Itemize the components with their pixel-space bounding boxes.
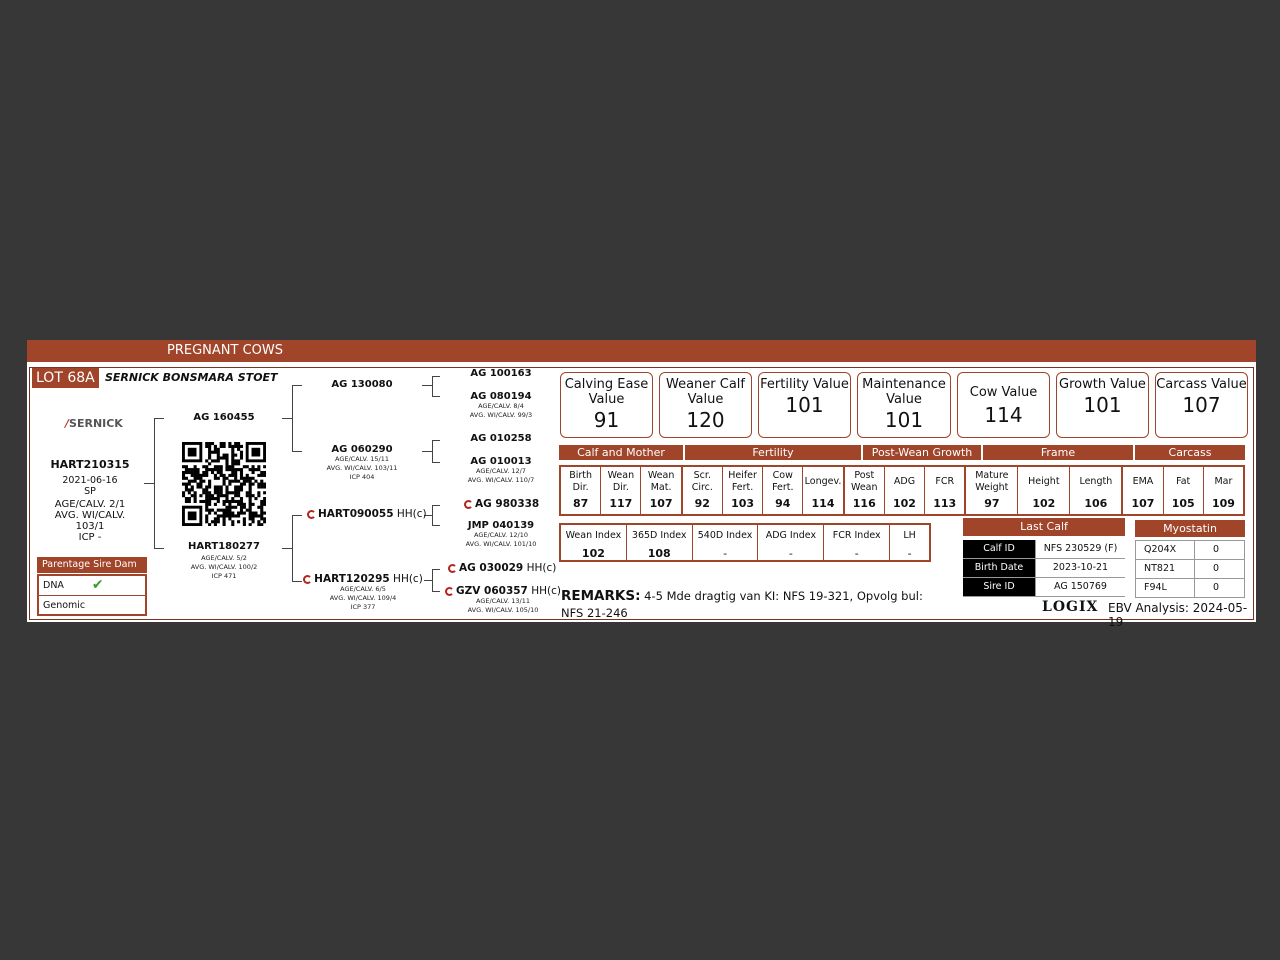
value-box-cow: Cow Value 114 (957, 372, 1050, 438)
ebv-length: Length 106 (1070, 467, 1123, 514)
registered-icon (448, 564, 457, 573)
index-365d: 365D Index 108 (627, 525, 693, 560)
value-box-weaner-calf: Weaner Calf Value 120 (659, 372, 752, 438)
qr-code[interactable] (182, 442, 266, 530)
ebv-fcr: FCR 113 (925, 467, 966, 514)
registered-icon (464, 500, 473, 509)
ebv-table (559, 465, 1245, 516)
parentage-row-genomic: Genomic (43, 600, 86, 611)
banner-title: PREGNANT COWS (167, 343, 283, 358)
remarks: REMARKS: 4-5 Mde dragtig van KI: NFS 19-321, Opvolg bul: NFS 21-246 (561, 588, 923, 620)
animal-id: HART210315 (50, 458, 130, 471)
animal-info (40, 458, 140, 543)
pedigree-ds: HART090055 HH(c) (307, 508, 427, 520)
parentage-table (37, 574, 147, 616)
ebv-fat: Fat 105 (1164, 467, 1204, 514)
value-box-growth: Growth Value 101 (1056, 372, 1149, 438)
ebv-longev: Longev. 114 (803, 467, 844, 514)
index-adg: ADG Index - (758, 525, 824, 560)
animal-dob: 2021-06-16 (62, 475, 118, 486)
myostatin-header: Myostatin (1135, 520, 1245, 537)
lot-number: LOT 68A (32, 368, 99, 388)
myostatin-row: NT821 0 (1135, 560, 1245, 579)
last-calf-row: Birth Date 2023-10-21 (963, 559, 1125, 578)
index-540d: 540D Index - (693, 525, 759, 560)
index-wean: Wean Index 102 (561, 525, 627, 560)
index-fcr: FCR Index - (824, 525, 890, 560)
myostatin-row: Q204X 0 (1135, 540, 1245, 560)
group-header-calf-mother: Calf and Mother (559, 445, 683, 460)
pedigree-dsd: JMP 040139 AGE/CALV. 12/10 AVG. WI/CALV. 101/10 (465, 520, 537, 548)
myostatin-row: F94L 0 (1135, 579, 1245, 598)
pedigree-ssd: AG 080194 AGE/CALV. 8/4 AVG. WI/CALV. 99/3 (469, 391, 533, 419)
myostatin-table (1135, 540, 1245, 598)
pedigree-sd: AG 060290 AGE/CALV. 15/11 AVG. WI/CALV. 103/11 ICP 404 (326, 444, 398, 481)
group-header-post-wean: Post-Wean Growth (863, 445, 981, 460)
ebv-post-wean: Post Wean 116 (845, 467, 885, 514)
sernick-logo: /SERNICK (65, 417, 123, 430)
ebv-analysis-date: EBV Analysis: 2024-05-19 (1108, 601, 1248, 629)
last-calf-row: Calf ID NFS 230529 (F) (963, 540, 1125, 559)
ebv-birth-dir: Birth Dir. 87 (561, 467, 601, 514)
pedigree-ddd: GZV 060357 HH(c) AGE/CALV. 13/11 AVG. WI/CALV. 105/10 (442, 585, 564, 615)
ebv-cow-fert: Cow Fert. 94 (763, 467, 803, 514)
pedigree-dam: HART180277 AGE/CALV. 5/2 AVG. WI/CALV. 100/2 ICP 471 (188, 541, 260, 580)
animal-avg-wt-calv: AVG. WI/CALV. 103/1 (54, 510, 126, 532)
pedigree-sss: AG 100163 (470, 368, 532, 379)
group-header-carcass: Carcass (1135, 445, 1245, 460)
pedigree-dd: HART120295 HH(c) AGE/CALV. 6/5 AVG. WI/CALV. 109/4 ICP 377 (302, 573, 424, 612)
ebv-heifer-fert: Heifer Fert. 103 (723, 467, 763, 514)
registered-icon (445, 587, 454, 596)
qr-code-graphic (182, 442, 266, 526)
ebv-scr-circ: Scr. Circ. 92 (683, 467, 723, 514)
last-calf-table (963, 540, 1125, 597)
index-table (559, 523, 931, 562)
value-box-fertility: Fertility Value 101 (758, 372, 851, 438)
registered-icon (307, 510, 316, 519)
animal-icp: ICP - (78, 532, 102, 543)
animal-age-calv: AGE/CALV. 2/1 (54, 499, 126, 510)
group-header-frame: Frame (983, 445, 1133, 460)
pedigree-dds: AG 030029 HH(c) (448, 562, 563, 574)
last-calf-header: Last Calf (963, 518, 1125, 536)
value-box-calving-ease: Calving Ease Value 91 (560, 372, 653, 438)
ebv-height: Height 102 (1018, 467, 1070, 514)
pedigree-ss: AG 130080 (331, 379, 393, 390)
ebv-wean-dir: Wean Dir. 117 (601, 467, 641, 514)
ebv-adg: ADG 102 (885, 467, 925, 514)
ebv-mature-weight: Mature Weight 97 (966, 467, 1018, 514)
index-lh: LH - (903, 530, 916, 560)
group-header-fertility: Fertility (685, 445, 861, 460)
animal-code: SP (84, 486, 96, 497)
logix-logo: LOGIX (1042, 599, 1099, 615)
lot-card (27, 340, 1256, 629)
lot-name: SERNICK BONSMARA STOET (105, 371, 278, 384)
parentage-header: Parentage Sire Dam (37, 557, 147, 573)
value-box-maintenance: Maintenance Value 101 (857, 372, 951, 438)
pedigree-dss: AG 980338 (464, 498, 564, 510)
ebv-ema: EMA 107 (1123, 467, 1163, 514)
pedigree-sire: AG 160455 (193, 412, 255, 423)
value-box-carcass: Carcass Value 107 (1155, 372, 1248, 438)
last-calf-row: Sire ID AG 150769 (963, 578, 1125, 597)
registered-icon (303, 575, 312, 584)
check-icon: ✔ (91, 577, 104, 593)
pedigree-sdd: AG 010013 AGE/CALV. 12/7 AVG. WI/CALV. 110/7 (467, 456, 535, 484)
parentage-row-dna: DNA ✔ (39, 576, 145, 596)
pedigree-sds: AG 010258 (470, 433, 532, 444)
category-banner (27, 340, 1256, 362)
ebv-wean-mat: Wean Mat. 107 (641, 467, 682, 514)
ebv-mar: Mar 109 (1211, 476, 1235, 510)
